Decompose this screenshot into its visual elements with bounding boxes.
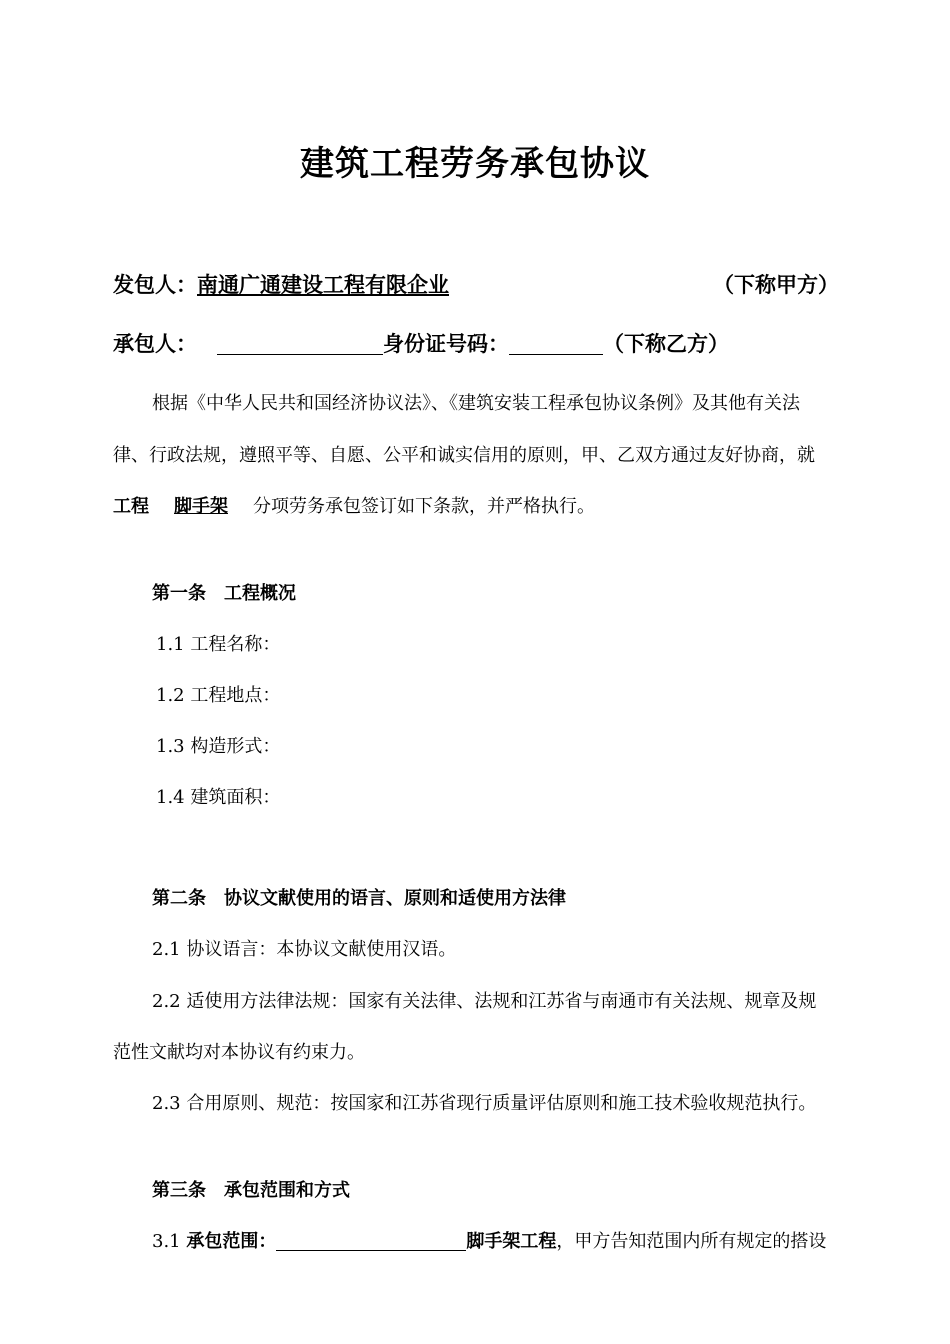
article-3-scope: 脚手架工程 [466, 1231, 557, 1252]
party-b-id-label: 身份证号码： [383, 331, 509, 356]
article-3-heading: 第三条 承包范围和方式 [152, 1180, 350, 1201]
article-3-scope-blank [276, 1230, 466, 1251]
article-3-item-1-rest: ，甲方告知范围内所有规定的搭设 [556, 1231, 827, 1252]
document-title: 建筑工程劳务承包协议 [300, 144, 650, 184]
intro-line-1: 根据《中华人民共和国经济协议法》、《建筑安装工程承包协议条例》及其他有关法 [152, 393, 800, 414]
intro-project-item: 脚手架 [174, 496, 228, 517]
article-3-item-1-label: 承包范围： [186, 1231, 277, 1252]
intro-line-2: 律、行政法规，遵照平等、自愿、公平和诚实信用的原则，甲、乙双方通过友好协商，就 [113, 445, 815, 466]
article-2-heading: 第二条 协议文献使用的语言、原则和适使用方法律 [152, 888, 566, 909]
intro-line-3 [113, 492, 595, 518]
article-3-item-1 [152, 1227, 826, 1253]
party-b-label: 承包人： [113, 331, 197, 356]
article-3-item-1-number: 3.1 [152, 1231, 187, 1252]
party-a-label: 发包人： [113, 272, 197, 297]
article-1-item-2: 1.2 工程地点： [156, 685, 281, 706]
article-1-item-1: 1.1 工程名称： [156, 634, 281, 655]
intro-project-prefix: 工程 [113, 496, 149, 517]
article-2-item-2-line-2: 范性文献均对本协议有约束力。 [113, 1042, 365, 1063]
article-2-item-2-line-1: 2.2 适使用方法律法规：国家有关法律、法规和江苏省与南通市有关法规、规章及规 [152, 991, 817, 1012]
article-1-heading: 第一条 工程概况 [152, 583, 296, 604]
party-b-line [113, 328, 729, 358]
party-a-line [113, 269, 449, 299]
party-b-alias: （下称乙方） [603, 331, 729, 356]
article-2-item-3: 2.3 合用原则、规范：按国家和江苏省现行质量评估原则和施工技术验收规范执行。 [152, 1093, 817, 1114]
party-a-name: 南通广通建设工程有限企业 [197, 272, 449, 297]
party-a-alias: （下称甲方） [713, 272, 839, 297]
intro-line-3-suffix: 分项劳务承包签订如下条款，并严格执行。 [253, 496, 595, 517]
article-1-item-4: 1.4 建筑面积： [156, 787, 281, 808]
party-b-name-blank [217, 334, 383, 355]
article-1-item-3: 1.3 构造形式： [156, 736, 281, 757]
party-b-id-blank [509, 334, 603, 355]
article-2-item-1: 2.1 协议语言：本协议文献使用汉语。 [152, 939, 457, 960]
